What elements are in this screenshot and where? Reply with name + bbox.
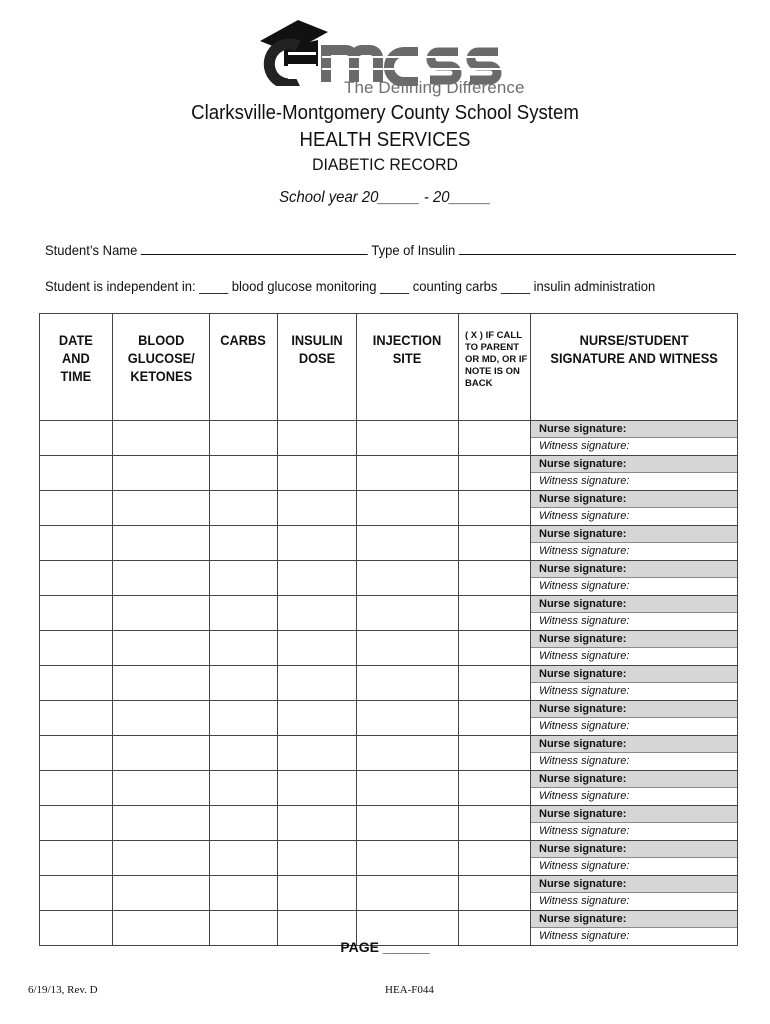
table-row — [40, 526, 738, 561]
date-time-cell[interactable] — [40, 771, 113, 806]
signature-cell — [531, 456, 738, 491]
insulin-dose-cell[interactable] — [278, 666, 357, 701]
witness-signature-field[interactable]: Witness signature: — [539, 825, 630, 837]
insulin-dose-cell[interactable] — [278, 806, 357, 841]
nurse-signature-field[interactable]: Nurse signature: — [531, 736, 737, 753]
carbs-cell[interactable] — [210, 526, 278, 561]
witness-signature-field[interactable]: Witness signature: — [539, 615, 630, 627]
glucose-cell[interactable] — [113, 876, 210, 911]
injection-site-cell[interactable] — [357, 771, 459, 806]
nurse-signature-field[interactable]: Nurse signature: — [531, 596, 737, 613]
blank-glucose[interactable]: ____ — [199, 278, 229, 294]
signature-cell — [531, 491, 738, 526]
insulin-dose-cell[interactable] — [278, 561, 357, 596]
witness-signature-field[interactable]: Witness signature: — [539, 580, 630, 592]
carbs-cell[interactable] — [210, 876, 278, 911]
insulin-dose-cell[interactable] — [278, 736, 357, 771]
nurse-signature-field[interactable]: Nurse signature: — [531, 666, 737, 683]
blank-insulin[interactable]: ____ — [501, 278, 531, 294]
date-time-cell[interactable] — [40, 736, 113, 771]
table-row — [40, 771, 738, 806]
glucose-cell[interactable] — [113, 701, 210, 736]
witness-signature-field[interactable]: Witness signature: — [539, 685, 630, 697]
insulin-dose-cell[interactable] — [278, 841, 357, 876]
date-time-cell[interactable] — [40, 421, 113, 456]
witness-signature-field[interactable]: Witness signature: — [539, 440, 630, 452]
table-header-row — [40, 314, 738, 421]
signature-cell — [531, 596, 738, 631]
signature-cell — [531, 526, 738, 561]
call-parent-cell[interactable] — [459, 491, 531, 526]
nurse-signature-field[interactable]: Nurse signature: — [531, 456, 737, 473]
table-row — [40, 491, 738, 526]
date-time-cell[interactable] — [40, 806, 113, 841]
call-parent-cell[interactable] — [459, 701, 531, 736]
insulin-type-field[interactable] — [459, 242, 736, 255]
header-date-time — [40, 314, 113, 421]
carbs-cell[interactable] — [210, 806, 278, 841]
injection-site-cell[interactable] — [357, 876, 459, 911]
nurse-signature-field[interactable]: Nurse signature: — [531, 631, 737, 648]
signature-cell — [531, 771, 738, 806]
signature-cell — [531, 876, 738, 911]
injection-site-cell[interactable] — [357, 456, 459, 491]
insulin-type-label: Type of Insulin — [371, 242, 456, 258]
glucose-cell[interactable] — [113, 421, 210, 456]
student-name-field[interactable] — [141, 242, 368, 255]
insulin-dose-cell[interactable] — [278, 701, 357, 736]
header-injection-site-text: INJECTION SITE — [373, 333, 442, 366]
carbs-cell[interactable] — [210, 841, 278, 876]
revision-date: 6/19/13, Rev. D — [28, 984, 98, 996]
injection-site-cell[interactable] — [357, 666, 459, 701]
witness-signature-field[interactable]: Witness signature: — [539, 860, 630, 872]
injection-site-cell[interactable] — [357, 526, 459, 561]
insulin-dose-cell[interactable] — [278, 421, 357, 456]
glucose-cell[interactable] — [113, 666, 210, 701]
injection-site-cell[interactable] — [357, 631, 459, 666]
nurse-signature-field[interactable]: Nurse signature: — [531, 421, 737, 438]
table-row — [40, 631, 738, 666]
carbs-cell[interactable] — [210, 666, 278, 701]
header-call-parent — [459, 314, 531, 421]
witness-signature-field[interactable]: Witness signature: — [539, 650, 630, 662]
form-title: DIABETIC RECORD — [312, 155, 458, 174]
department: HEALTH SERVICES — [299, 129, 471, 151]
org-name: Clarksville-Montgomery County School System — [191, 102, 579, 124]
table-row — [40, 421, 738, 456]
nurse-signature-field[interactable]: Nurse signature: — [531, 526, 737, 543]
date-time-cell[interactable] — [40, 841, 113, 876]
header-carbs-text: CARBS — [220, 333, 267, 348]
glucose-cell[interactable] — [113, 491, 210, 526]
insulin-dose-cell[interactable] — [278, 631, 357, 666]
carbs-cell[interactable] — [210, 561, 278, 596]
injection-site-cell[interactable] — [357, 596, 459, 631]
table-row — [40, 841, 738, 876]
date-time-cell[interactable] — [40, 631, 113, 666]
glucose-cell[interactable] — [113, 806, 210, 841]
table-row — [40, 666, 738, 701]
witness-signature-field[interactable]: Witness signature: — [539, 475, 630, 487]
carbs-cell[interactable] — [210, 736, 278, 771]
signature-cell — [531, 561, 738, 596]
date-time-cell[interactable] — [40, 666, 113, 701]
header-date-time-text: DATE AND TIME — [59, 333, 93, 384]
witness-signature-field[interactable]: Witness signature: — [539, 720, 630, 732]
witness-signature-field[interactable]: Witness signature: — [539, 545, 630, 557]
date-time-cell[interactable] — [40, 491, 113, 526]
table-row — [40, 736, 738, 771]
witness-signature-field[interactable]: Witness signature: — [539, 895, 630, 907]
carbs-cell[interactable] — [210, 491, 278, 526]
nurse-signature-field[interactable]: Nurse signature: — [531, 491, 737, 508]
signature-cell — [531, 631, 738, 666]
glucose-cell[interactable] — [113, 631, 210, 666]
nurse-signature-field[interactable]: Nurse signature: — [531, 841, 737, 858]
call-parent-cell[interactable] — [459, 666, 531, 701]
opt-carbs-label: counting carbs — [412, 278, 498, 294]
call-parent-cell[interactable] — [459, 456, 531, 491]
date-time-cell[interactable] — [40, 561, 113, 596]
blank-carbs[interactable]: ____ — [380, 278, 410, 294]
glucose-cell[interactable] — [113, 841, 210, 876]
glucose-cell[interactable] — [113, 561, 210, 596]
header-carbs — [210, 314, 278, 421]
signature-cell — [531, 806, 738, 841]
independent-label: Student is independent in: — [45, 278, 196, 294]
header-signature — [531, 314, 738, 421]
glucose-cell[interactable] — [113, 596, 210, 631]
header-call-parent-text: ( X ) IF CALL TO PARENT OR MD, OR IF NOTE IS ON BACK — [465, 330, 528, 389]
call-parent-cell[interactable] — [459, 876, 531, 911]
insulin-dose-cell[interactable] — [278, 876, 357, 911]
carbs-cell[interactable] — [210, 421, 278, 456]
call-parent-cell[interactable] — [459, 841, 531, 876]
injection-site-cell[interactable] — [357, 561, 459, 596]
date-time-cell[interactable] — [40, 596, 113, 631]
insulin-dose-cell[interactable] — [278, 596, 357, 631]
signature-cell — [531, 841, 738, 876]
carbs-cell[interactable] — [210, 701, 278, 736]
signature-cell — [531, 421, 738, 456]
glucose-cell[interactable] — [113, 736, 210, 771]
student-name-label: Student’s Name — [45, 242, 138, 258]
injection-site-cell[interactable] — [357, 841, 459, 876]
insulin-dose-cell[interactable] — [278, 456, 357, 491]
insulin-dose-cell[interactable] — [278, 491, 357, 526]
carbs-cell[interactable] — [210, 631, 278, 666]
signature-cell — [531, 701, 738, 736]
header-injection-site — [357, 314, 459, 421]
diabetic-record-table — [39, 313, 738, 946]
witness-signature-field[interactable]: Witness signature: — [539, 510, 630, 522]
injection-site-cell[interactable] — [357, 421, 459, 456]
insulin-dose-cell[interactable] — [278, 771, 357, 806]
insulin-dose-cell[interactable] — [278, 526, 357, 561]
student-info-line — [45, 242, 736, 258]
table-row — [40, 701, 738, 736]
witness-signature-field[interactable]: Witness signature: — [539, 755, 630, 767]
date-time-cell[interactable] — [40, 526, 113, 561]
glucose-cell[interactable] — [113, 456, 210, 491]
page-number-label: PAGE ______ — [340, 939, 430, 955]
date-time-cell[interactable] — [40, 701, 113, 736]
independence-line — [45, 278, 655, 294]
nurse-signature-field[interactable]: Nurse signature: — [531, 806, 737, 823]
carbs-cell[interactable] — [210, 771, 278, 806]
nurse-signature-field[interactable]: Nurse signature: — [531, 911, 737, 928]
school-year: School year 20_____ - 20_____ — [279, 189, 491, 206]
logo-tagline: The Defining Difference — [344, 78, 525, 97]
nurse-signature-field[interactable]: Nurse signature: — [531, 701, 737, 718]
header-glucose-text: BLOOD GLUCOSE/ KETONES — [127, 333, 195, 384]
table-row — [40, 596, 738, 631]
header-insulin-dose-text: INSULIN DOSE — [291, 333, 343, 366]
call-parent-cell[interactable] — [459, 806, 531, 841]
nurse-signature-field[interactable]: Nurse signature: — [531, 876, 737, 893]
form-code: HEA-F044 — [385, 984, 434, 996]
injection-site-cell[interactable] — [357, 491, 459, 526]
call-parent-cell[interactable] — [459, 421, 531, 456]
injection-site-cell[interactable] — [357, 701, 459, 736]
call-parent-cell[interactable] — [459, 631, 531, 666]
glucose-cell[interactable] — [113, 771, 210, 806]
witness-signature-field[interactable]: Witness signature: — [539, 790, 630, 802]
carbs-cell[interactable] — [210, 456, 278, 491]
table-row — [40, 806, 738, 841]
header-insulin-dose — [278, 314, 357, 421]
table-row — [40, 876, 738, 911]
nurse-signature-field[interactable]: Nurse signature: — [531, 561, 737, 578]
table-row — [40, 456, 738, 491]
opt-insulin-label: insulin administration — [533, 278, 656, 294]
date-time-cell[interactable] — [40, 876, 113, 911]
table-row — [40, 561, 738, 596]
glucose-cell[interactable] — [113, 526, 210, 561]
opt-glucose-label: blood glucose monitoring — [231, 278, 377, 294]
header-glucose — [113, 314, 210, 421]
call-parent-cell[interactable] — [459, 596, 531, 631]
nurse-signature-field[interactable]: Nurse signature: — [531, 771, 737, 788]
injection-site-cell[interactable] — [357, 806, 459, 841]
injection-site-cell[interactable] — [357, 736, 459, 771]
call-parent-cell[interactable] — [459, 526, 531, 561]
call-parent-cell[interactable] — [459, 736, 531, 771]
call-parent-cell[interactable] — [459, 771, 531, 806]
witness-signature-field[interactable]: Witness signature: — [539, 930, 630, 942]
carbs-cell[interactable] — [210, 596, 278, 631]
call-parent-cell[interactable] — [459, 561, 531, 596]
signature-cell — [531, 666, 738, 701]
signature-cell — [531, 736, 738, 771]
header-signature-text: NURSE/STUDENT SIGNATURE AND WITNESS — [550, 333, 718, 366]
date-time-cell[interactable] — [40, 456, 113, 491]
